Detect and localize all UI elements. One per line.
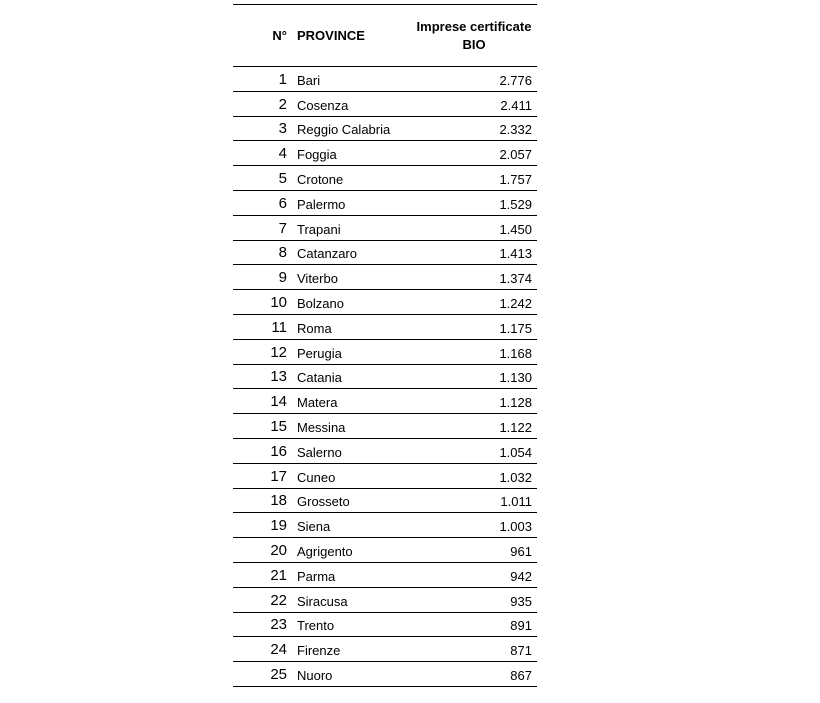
table-row (233, 389, 537, 414)
province-cell: Viterbo (290, 265, 411, 290)
province-cell: Catanzaro (290, 240, 411, 265)
rank-cell: 21 (233, 562, 290, 587)
rank-cell: 7 (233, 215, 290, 240)
rank-cell: 12 (233, 339, 290, 364)
value-cell: 935 (411, 587, 537, 612)
province-cell: Trapani (290, 215, 411, 240)
province-cell: Bolzano (290, 290, 411, 315)
rank-cell: 4 (233, 141, 290, 166)
table-row (233, 612, 537, 637)
rank-cell: 22 (233, 587, 290, 612)
rank-cell: 9 (233, 265, 290, 290)
province-cell: Crotone (290, 166, 411, 191)
rank-cell: 13 (233, 364, 290, 389)
province-cell: Reggio Calabria (290, 116, 411, 141)
province-cell: Parma (290, 562, 411, 587)
table-row (233, 215, 537, 240)
table-header (233, 5, 537, 67)
table-body (233, 67, 537, 687)
rank-cell: 23 (233, 612, 290, 637)
rank-cell: 24 (233, 637, 290, 662)
table-row (233, 265, 537, 290)
table-row (233, 364, 537, 389)
rank-cell: 1 (233, 67, 290, 92)
value-cell: 2.057 (411, 141, 537, 166)
table-row (233, 166, 537, 191)
value-cell: 1.128 (411, 389, 537, 414)
value-cell: 1.175 (411, 314, 537, 339)
rank-cell: 11 (233, 314, 290, 339)
province-cell: Cosenza (290, 91, 411, 116)
value-cell: 1.757 (411, 166, 537, 191)
header-num: N° (233, 5, 290, 67)
table-row (233, 488, 537, 513)
table-row (233, 67, 537, 92)
table-row (233, 339, 537, 364)
rank-cell: 5 (233, 166, 290, 191)
table-row (233, 116, 537, 141)
province-cell: Perugia (290, 339, 411, 364)
header-value (411, 5, 537, 67)
table-row (233, 662, 537, 687)
rank-cell: 18 (233, 488, 290, 513)
header-value-line2: BIO (462, 36, 486, 52)
table-row (233, 513, 537, 538)
value-cell: 2.332 (411, 116, 537, 141)
provinces-table (233, 4, 537, 687)
value-cell: 1.003 (411, 513, 537, 538)
rank-cell: 19 (233, 513, 290, 538)
value-cell: 2.776 (411, 67, 537, 92)
table-row (233, 314, 537, 339)
province-cell: Messina (290, 414, 411, 439)
table-row (233, 562, 537, 587)
value-cell: 2.411 (411, 91, 537, 116)
province-cell: Siracusa (290, 587, 411, 612)
rank-cell: 17 (233, 463, 290, 488)
table-row (233, 463, 537, 488)
table-row (233, 637, 537, 662)
table-row (233, 141, 537, 166)
table-row (233, 290, 537, 315)
province-cell: Palermo (290, 190, 411, 215)
table-row (233, 538, 537, 563)
rank-cell: 15 (233, 414, 290, 439)
province-cell: Salerno (290, 438, 411, 463)
value-cell: 1.168 (411, 339, 537, 364)
value-cell: 1.054 (411, 438, 537, 463)
value-cell: 1.032 (411, 463, 537, 488)
province-cell: Foggia (290, 141, 411, 166)
province-cell: Trento (290, 612, 411, 637)
rank-cell: 8 (233, 240, 290, 265)
province-cell: Matera (290, 389, 411, 414)
rank-cell: 6 (233, 190, 290, 215)
value-cell: 891 (411, 612, 537, 637)
rank-cell: 25 (233, 662, 290, 687)
table-row (233, 414, 537, 439)
province-cell: Grosseto (290, 488, 411, 513)
province-cell: Cuneo (290, 463, 411, 488)
rank-cell: 20 (233, 538, 290, 563)
value-cell: 867 (411, 662, 537, 687)
provinces-table-container (233, 4, 537, 687)
value-cell: 1.011 (411, 488, 537, 513)
value-cell: 1.242 (411, 290, 537, 315)
rank-cell: 14 (233, 389, 290, 414)
value-cell: 871 (411, 637, 537, 662)
value-cell: 1.450 (411, 215, 537, 240)
value-cell: 942 (411, 562, 537, 587)
table-row (233, 190, 537, 215)
rank-cell: 16 (233, 438, 290, 463)
table-row (233, 240, 537, 265)
value-cell: 1.122 (411, 414, 537, 439)
value-cell: 1.374 (411, 265, 537, 290)
table-row (233, 91, 537, 116)
rank-cell: 2 (233, 91, 290, 116)
rank-cell: 3 (233, 116, 290, 141)
table-row (233, 438, 537, 463)
province-cell: Firenze (290, 637, 411, 662)
value-cell: 1.529 (411, 190, 537, 215)
header-row (233, 5, 537, 67)
header-value-line1: Imprese certificate (416, 18, 532, 34)
table-row (233, 587, 537, 612)
rank-cell: 10 (233, 290, 290, 315)
province-cell: Bari (290, 67, 411, 92)
header-province: PROVINCE (290, 5, 411, 67)
value-cell: 1.130 (411, 364, 537, 389)
value-cell: 1.413 (411, 240, 537, 265)
province-cell: Nuoro (290, 662, 411, 687)
value-cell: 961 (411, 538, 537, 563)
province-cell: Agrigento (290, 538, 411, 563)
province-cell: Roma (290, 314, 411, 339)
province-cell: Siena (290, 513, 411, 538)
province-cell: Catania (290, 364, 411, 389)
